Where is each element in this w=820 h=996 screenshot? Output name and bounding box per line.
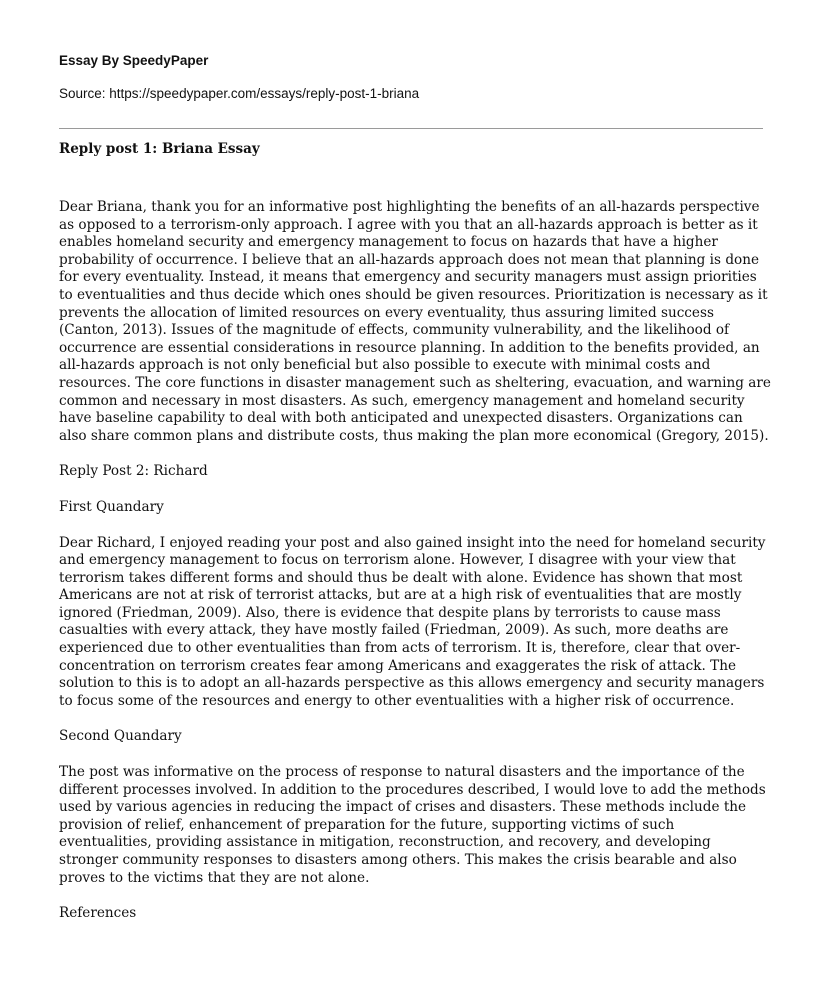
paragraph-reply-briana: Dear Briana, thank you for an informative post highlighting the benefits of an all-hazards perspective as opposed to a terrorism-only approach. I agree with you that an all-hazards approach is better as it enables homeland security and emergency management to focus on hazards that have a higher probability of occurrence. I believe that an all-hazards approach does not mean that planning is done for every eventuality. Instead, it means that emergency and security managers must assign priorities to eventualities and thus decide which ones should be given resources. Prioritization is necessary as it prevents the allocation of limited resources on every eventuality, thus assuring limited success (Canton, 2013). Issues of the magnitude of effects, community vulnerability, and the likelihood of occurrence are essential considerations in resource planning. In addition to the benefits provided, an all-hazards approach is not only beneficial but also possible to execute with minimal costs and resources. The core functions in disaster management such as sheltering, evacuation, and warning are common and necessary in most disasters. As such, emergency management and homeland security have baseline capability to deal with both anticipated and unexpected disasters. Organizations can also share common plans and distribute costs, thus making the plan more economical (Gregory, 2015).: [59, 199, 771, 444]
header-divider: [59, 128, 763, 129]
heading-references: References: [59, 905, 137, 922]
heading-reply-post-2: Reply Post 2: Richard: [59, 463, 208, 480]
source-url: Source: https://speedypaper.com/essays/reply-post-1-briana: [59, 86, 420, 101]
heading-second-quandary: Second Quandary: [59, 728, 182, 745]
publisher-title: Essay By SpeedyPaper: [59, 53, 209, 68]
essay-title: Reply post 1: Briana Essay: [59, 141, 260, 157]
paragraph-second-quandary: The post was informative on the process of response to natural disasters and the importance of the different processes involved. In addition to the procedures described, I would love to add the methods used by various agencies in reducing the impact of crises and disasters. These methods include the provision of relief, enhancement of preparation for the future, supporting victims of such eventualities, providing assistance in mitigation, reconstruction, and recovery, and developing stronger community responses to disasters among others. This makes the crisis bearable and also proves to the victims that they are not alone.: [59, 764, 766, 886]
heading-first-quandary: First Quandary: [59, 498, 164, 515]
paragraph-reply-richard: Dear Richard, I enjoyed reading your post and also gained insight into the need for homeland security and emergency management to focus on terrorism alone. However, I disagree with your view that terrorism takes different forms and should thus be dealt with alone. Evidence has shown that most Americans are not at risk of terrorist attacks, but are at a high risk of eventualities that are mostly ignored (Friedman, 2009). Also, there is evidence that despite plans by terrorists to cause mass casualties with every attack, they have mostly failed (Friedman, 2009). As such, more deaths are experienced due to other eventualities than from acts of terrorism. It is, therefore, clear that over-concentration on terrorism creates fear among Americans and exaggerates the risk of attack. The solution to this is to adopt an all-hazards perspective as this allows emergency and security managers to focus some of the resources and energy to other eventualities with a higher risk of occurrence.: [59, 534, 766, 709]
essay-body: [59, 199, 771, 941]
